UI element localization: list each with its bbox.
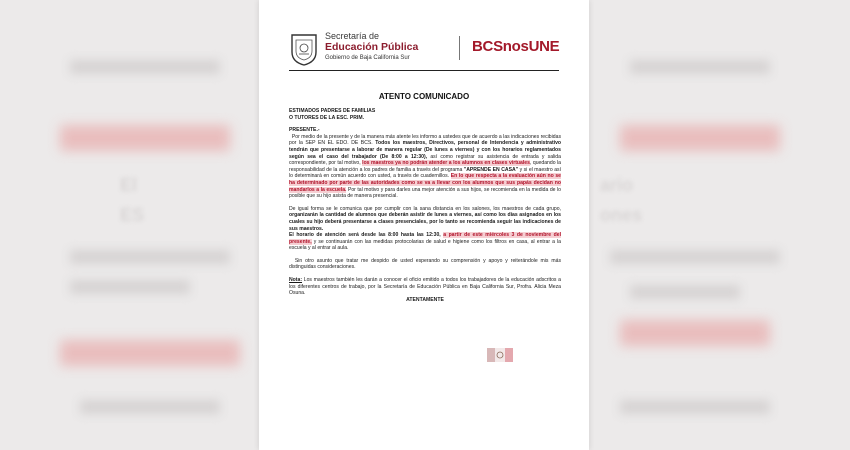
mexico-flag-stamp-icon bbox=[487, 348, 513, 362]
document-body bbox=[289, 108, 561, 303]
note-paragraph: Nota: Los maestros también les darán a conocer el oficio emitido a todos los trabajadores de la educación adscritos a los diferentes centros de trabajo, por la Secretaría de Educación Pública en Baja California Sur, Profra. Alicia Meza Osuna. bbox=[289, 277, 562, 297]
document-title: ATENTO COMUNICADO bbox=[378, 92, 470, 101]
campaign-logo: BCSnosUNE bbox=[472, 38, 560, 55]
greeting-line-2: O TUTORES DE LA ESC. PRIM. bbox=[289, 114, 364, 121]
coat-of-arms-icon bbox=[289, 32, 319, 66]
blurred-background: El ES ario ones bbox=[0, 0, 850, 450]
letterhead bbox=[289, 30, 559, 70]
header-divider bbox=[459, 36, 460, 60]
paragraph-2: De igual forma se le comunica que por cumplir con la sana distancia en los salones, los maestros de cada grupo, organizarán la cantidad de alumnos que deberán asistir de lunes a viernes, así como los días asignados en los cuales su hijo deberá presentarse a clases presenciales, por lo tanto se recomienda seguir las indicaciones de sus maestros. El horario de atención será desde las 8:00 hasta las 12:30, a partir de este miércoles 3 de noviembre del presente, y se continuarán con las medidas protocolarias de salud e higiene como los filtros en casa, al entrar a la escuela y al entrar al aula. bbox=[289, 205, 561, 252]
educacion-label: Educación Pública bbox=[325, 41, 419, 53]
highlight-evaluation: En lo que respecta a la evaluación aún no se ha determinado por parte de las autoridades como se va a llevar con los alumnos que sus papás decidan no mandarlos a la escuela. bbox=[289, 173, 561, 193]
paragraph-1: Por medio de la presente y de la manera más atente les informo a ustedes que de acuerdo a las indicaciones recibidas por la SEP EN EL EDO. DE BCS. Todos los maestros, Directivos, personal de Intendencia y administrativo tendrán que presentarse a laborar de manera regular (De lunes a viernes) y con los horarios reglamentados según sea el caso del trabajador (De 8:00 a 12:30), así como registrar su asistencia de entrada y salida correspondiente, por tal motivo, los maestros ya no podrán atender a los alumnos en clases virtuales, quedando la responsabilidad de la atención a los padres de familia a través del programa "APRENDE EN CASA" y si el maestro así lo determinará en común acuerdo con usted, a través de cuadernillos. En lo que respecta a la evaluación aún no se ha determinado por parte de las autoridades como se va a llevar con los alumnos que sus papás decidan no mandarlos a la escuela. Por tal motivo y para darles una mejor atención a sus hijos, se recomienda en la medida de lo posible que su hijo asista de manera presencial. bbox=[289, 133, 562, 200]
document-page bbox=[259, 0, 589, 450]
paragraph-3: Sin otro asunto que tratar me despido de usted esperando su comprensión y apoyo y reiterándole mis más distinguidas consideraciones. bbox=[289, 257, 561, 271]
highlight-virtual-classes: los maestros ya no podrán atender a los alumnos en clases virtuales bbox=[362, 160, 530, 167]
gobierno-label: Gobierno de Baja California Sur bbox=[325, 54, 410, 61]
secretaria-label: Secretaría de bbox=[325, 31, 380, 41]
highlight-date: a partir de este miércoles 3 de noviembre del presente, bbox=[289, 232, 561, 245]
presente-label: PRESENTE.- bbox=[289, 127, 320, 134]
header-rule bbox=[289, 70, 559, 71]
closing-label: ATENTAMENTE bbox=[406, 296, 444, 303]
greeting-line-1: ESTIMADOS PADRES DE FAMILIAS bbox=[289, 108, 376, 114]
